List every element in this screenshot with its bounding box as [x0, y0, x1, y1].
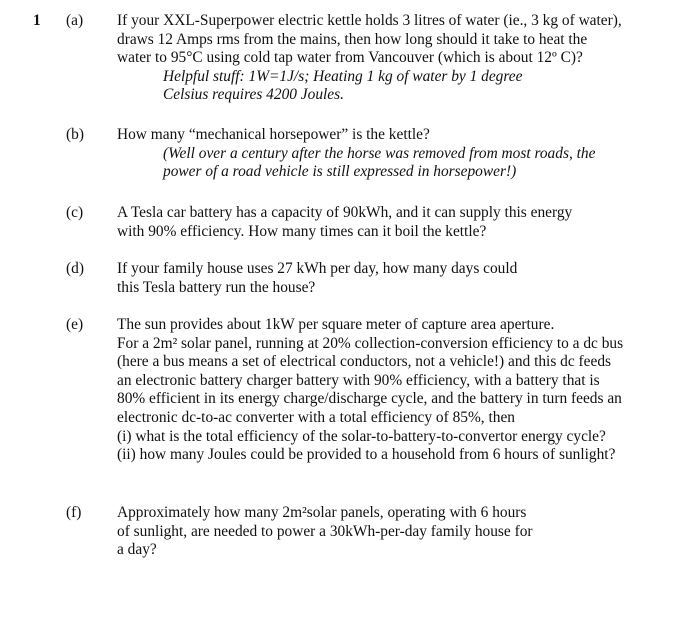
hint-line: Celsius requires 4200 Joules.: [163, 86, 344, 104]
question-line: electronic dc-to-ac converter with a total efficiency of 85%, then: [117, 408, 515, 426]
hint-line: (Well over a century after the horse was removed from most roads, the: [163, 144, 596, 162]
part-label: (b): [66, 126, 84, 143]
question-line: How many “mechanical horsepower” is the kettle?: [117, 126, 430, 143]
part-text: [117, 504, 677, 560]
question-line: 80% efficient in its energy charge/discharge cycle, and the battery in turn feeds an: [117, 390, 622, 408]
part-text: [117, 12, 677, 105]
part-text: [117, 316, 677, 465]
question-line: draws 12 Amps rms from the mains, then how long should it take to heat the: [117, 30, 588, 48]
question-line: If your XXL-Superpower electric kettle holds 3 litres of water (ie., 3 kg of water),: [117, 12, 622, 29]
question-line: this Tesla battery run the house?: [117, 278, 316, 296]
question-line: an electronic battery charger battery with 90% efficiency, with a battery that is: [117, 371, 600, 389]
hint-line: power of a road vehicle is still expressed in horsepower!): [163, 163, 517, 181]
question-line: water to 95°C using cold tap water from Vancouver (which is about 12º C)?: [117, 49, 583, 67]
question-line: Approximately how many 2m²solar panels, operating with 6 hours: [117, 504, 527, 521]
question-number: 1: [33, 12, 41, 29]
part-label: (d): [66, 260, 84, 277]
question-line: A Tesla car battery has a capacity of 90kWh, and it can supply this energy: [117, 204, 573, 221]
part-text: [117, 260, 677, 297]
question-line: a day?: [117, 541, 157, 559]
question-line: (i) what is the total efficiency of the solar-to-battery-to-convertor energy cycle?: [117, 427, 606, 445]
hint-line: Helpful stuff: 1W=1J/s; Heating 1 kg of water by 1 degree: [163, 67, 523, 85]
question-line: of sunlight, are needed to power a 30kWh-per-day family house for: [117, 522, 533, 540]
part-label: (e): [66, 316, 84, 333]
part-label: (c): [66, 204, 84, 221]
part-label: (a): [66, 12, 84, 29]
question-line: If your family house uses 27 kWh per day, how many days could: [117, 260, 518, 277]
part-label: (f): [66, 504, 82, 521]
part-text: [117, 204, 677, 241]
question-line: The sun provides about 1kW per square meter of capture area aperture.: [117, 316, 555, 333]
part-text: [117, 126, 677, 182]
question-line: For a 2m² solar panel, running at 20% collection-conversion efficiency to a dc bus: [117, 334, 624, 352]
question-line: (here a bus means a set of electrical conductors, not a vehicle!) and this dc feeds: [117, 353, 612, 371]
question-line: (ii) how many Joules could be provided to a household from 6 hours of sunlight?: [117, 446, 616, 464]
question-line: with 90% efficiency. How many times can it boil the kettle?: [117, 222, 487, 240]
